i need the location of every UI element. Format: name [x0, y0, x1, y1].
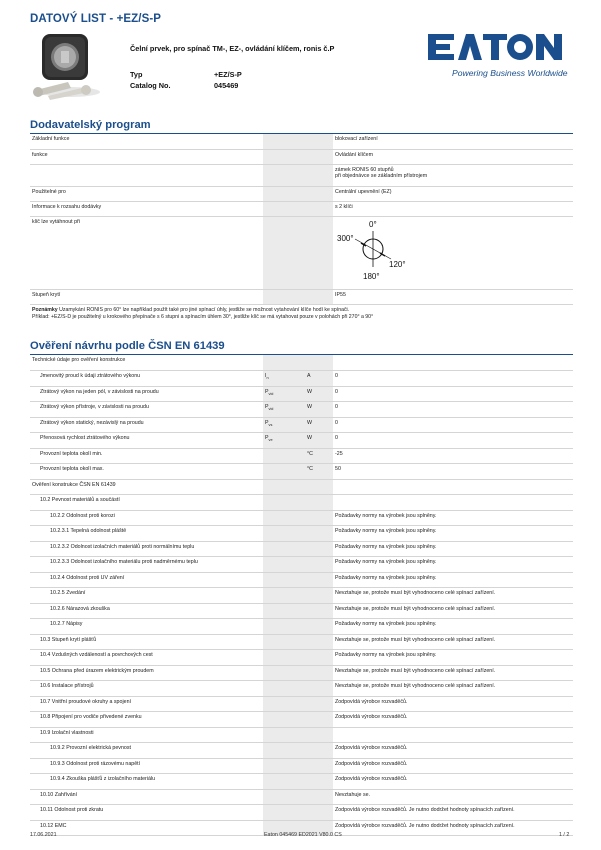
row-symbol [263, 510, 305, 526]
row-unit: °C [305, 448, 333, 464]
row-value: Požadavky normy na výrobek jsou splněny. [333, 572, 573, 588]
angle-label-left: 300° [337, 233, 354, 243]
row-label: Ztrátový výkon statický, nezávislý na proudu [30, 417, 263, 433]
row-label: 10.3 Stupeň krytí plášťů [30, 634, 263, 650]
row-label: funkce [30, 149, 263, 164]
row-label: Provozní teplota okolí min. [30, 448, 263, 464]
row-value: 0 [333, 371, 573, 387]
table-row [30, 727, 573, 743]
row-label: klíč lze vytáhnout při [30, 216, 263, 289]
row-label: Přenosová rychlost ztrátového výkonu [30, 433, 263, 449]
row-symbol [263, 588, 305, 604]
row-value [333, 164, 573, 186]
row-symbol [263, 712, 305, 728]
table-row [30, 448, 573, 464]
row-label: 10.2.2 Odolnost proti korozi [30, 510, 263, 526]
table-row [30, 572, 573, 588]
row-value: 0 [333, 433, 573, 449]
table-row [30, 541, 573, 557]
row-symbol [263, 355, 305, 371]
row-symbol [263, 371, 305, 387]
row-value: IP55 [333, 289, 573, 304]
table-row [30, 355, 573, 371]
table-row [30, 371, 573, 387]
row-symbol [263, 727, 305, 743]
table-row [30, 665, 573, 681]
table-row [30, 743, 573, 759]
notes-block [30, 305, 573, 324]
row-unit [305, 712, 333, 728]
row-label: Informace k rozsahu dodávky [30, 201, 263, 216]
table-row [30, 164, 573, 186]
row-value: 0 [333, 417, 573, 433]
row-unit [305, 572, 333, 588]
row-value: Nevztahuje se, protože musí být vyhodnoceno celé spínací zařízení. [333, 588, 573, 604]
row-label: Použitelné pro [30, 186, 263, 201]
table-row [30, 526, 573, 542]
row-value: Centrální upevnění (EZ) [333, 186, 573, 201]
verification-section [30, 340, 573, 836]
row-value: -25 [333, 448, 573, 464]
table-row [30, 402, 573, 418]
value-line: při objednávce se základním přístrojem [335, 173, 428, 180]
row-value: Zodpovídá výrobce rozvaděčů. [333, 696, 573, 712]
row-symbol [263, 634, 305, 650]
table-row [30, 588, 573, 604]
table-row [30, 510, 573, 526]
row-unit [305, 588, 333, 604]
row-symbol [263, 495, 305, 511]
row-unit: °C [305, 464, 333, 480]
row-unit [305, 479, 333, 495]
table-row [30, 479, 573, 495]
row-symbol [263, 417, 305, 433]
symbol-subscript: ve [268, 438, 273, 443]
row-label [30, 164, 263, 186]
row-value: 0 [333, 402, 573, 418]
table-row [30, 650, 573, 666]
table-row [30, 464, 573, 480]
symbol: P [265, 388, 269, 395]
row-symbol [263, 464, 305, 480]
row-value: Požadavky normy na výrobek jsou splněny. [333, 526, 573, 542]
row-label: 10.9.4 Zkouška plášťů z izolačního materiálu [30, 774, 263, 790]
row-value: 50 [333, 464, 573, 480]
tagline: Powering Business Worldwide [452, 68, 568, 78]
row-value: Zodpovídá výrobce rozvaděčů. [333, 774, 573, 790]
angle-label-top: 0° [369, 219, 377, 229]
row-value: Požadavky normy na výrobek jsou splněny. [333, 541, 573, 557]
row-unit [305, 743, 333, 759]
row-symbol [263, 743, 305, 759]
row-label: 10.2.3.3 Odolnost izolačního materiálu proti nadměrnému teplu [30, 557, 263, 573]
row-label: 10.4 Vzdušných vzdáleností a povrchových cest [30, 650, 263, 666]
row-value: Nevztahuje se, protože musí být vyhodnoceno celé spínací zařízení. [333, 603, 573, 619]
supplier-section-title: Dodavatelský program [30, 119, 573, 134]
row-value: Nevztahuje se, protože musí být vyhodnoceno celé spínací zařízení. [333, 665, 573, 681]
row-value: Zodpovídá výrobce rozvaděčů. Je nutno dodržet hodnoty spínacích zařízení. [333, 820, 573, 836]
row-value: 0 [333, 386, 573, 402]
product-description: Čelní prvek, pro spínač TM-, EZ-, ovládání klíčem, ronis č.P [130, 44, 335, 53]
row-value: Nevztahuje se, protože musí být vyhodnoceno celé spínací zařízení. [333, 681, 573, 697]
row-unit [305, 541, 333, 557]
row-symbol [263, 433, 305, 449]
row-symbol [263, 603, 305, 619]
row-value: Požadavky normy na výrobek jsou splněny. [333, 619, 573, 635]
row-value: Požadavky normy na výrobek jsou splněny. [333, 557, 573, 573]
row-label: Ověření konstrukce ČSN EN 61439 [30, 479, 263, 495]
symbol: P [265, 404, 269, 410]
row-label: 10.7 Vnitřní proudové okruhy a spojení [30, 696, 263, 712]
table-row [30, 774, 573, 790]
row-value: s 2 klíči [333, 201, 573, 216]
table-row [30, 603, 573, 619]
page-title: DATOVÝ LIST - +EZ/S-P [30, 13, 162, 25]
footer-page: 1 / 2 [559, 832, 570, 838]
row-value: Zodpovídá výrobce rozvaděčů. [333, 758, 573, 774]
verification-section-title: Ověření návrhu podle ČSN EN 61439 [30, 340, 573, 355]
symbol-subscript: vid [268, 407, 274, 412]
row-unit: A [305, 371, 333, 387]
symbol-subscript: n [266, 376, 269, 381]
table-row [30, 186, 573, 201]
row-unit [305, 634, 333, 650]
table-row [30, 134, 573, 149]
type-row [130, 70, 242, 79]
table-row [30, 417, 573, 433]
table-row [30, 619, 573, 635]
row-value: Požadavky normy na výrobek jsou splněny. [333, 650, 573, 666]
row-label: 10.8 Připojení pro vodiče přivedené zvenku [30, 712, 263, 728]
row-label: 10.6 Instalace přístrojů [30, 681, 263, 697]
row-label: Základní funkce [30, 134, 263, 149]
table-row [30, 758, 573, 774]
row-symbol [263, 789, 305, 805]
row-symbol [263, 557, 305, 573]
row-value [333, 727, 573, 743]
row-label: Provozní teplota okolí max. [30, 464, 263, 480]
row-label: 10.2.4 Odolnost proti UV záření [30, 572, 263, 588]
row-unit: W [305, 386, 333, 402]
symbol: P [265, 435, 269, 441]
table-row [30, 557, 573, 573]
row-symbol [263, 650, 305, 666]
note-label: Poznámky [32, 306, 58, 313]
row-unit [305, 727, 333, 743]
row-value: Zodpovídá výrobce rozvaděčů. [333, 712, 573, 728]
row-unit: W [305, 402, 333, 418]
row-label: 10.2.6 Nárazová zkouška [30, 603, 263, 619]
row-symbol [263, 758, 305, 774]
row-label: Stupeň krytí [30, 289, 263, 304]
row-unit [305, 681, 333, 697]
row-unit [305, 774, 333, 790]
symbol-subscript: vid [268, 391, 274, 396]
note-text: Uzamykání RONIS pro 60° lze například použít také pro jiné spínací úhly, jestliže se možnost vytahování klíče hodí ke spínači. [59, 306, 350, 313]
table-row [30, 495, 573, 511]
angle-label-bottom: 180° [363, 271, 380, 281]
row-value: Nevztahuje se, protože musí být vyhodnoceno celé spínací zařízení. [333, 634, 573, 650]
row-label: 10.9.3 Odolnost proti rázovému napětí [30, 758, 263, 774]
verification-table [30, 355, 573, 836]
table-row [30, 805, 573, 821]
row-symbol [263, 479, 305, 495]
row-unit [305, 696, 333, 712]
row-unit: W [305, 417, 333, 433]
row-label: 10.2.3.1 Tepelná odolnost pláště [30, 526, 263, 542]
row-value: blokovací zařízení [333, 134, 573, 149]
table-row [30, 289, 573, 304]
type-label: Typ [130, 70, 143, 79]
row-unit [305, 557, 333, 573]
table-row [30, 386, 573, 402]
row-label: 10.2.5 Zvedání [30, 588, 263, 604]
row-value: Zodpovídá výrobce rozvaděčů. Je nutno dodržet hodnoty spínacích zařízení. [333, 805, 573, 821]
row-unit [305, 789, 333, 805]
row-unit [305, 355, 333, 371]
row-label: 10.12 EMC [30, 820, 263, 836]
row-unit [305, 495, 333, 511]
row-symbol [263, 619, 305, 635]
note-example: Příklad: +EZ/S-D je použitelný u krokového přepínače s 6 stupni a spínacím úhlem 30°, jestliže klíč se má vytahovat pouze v polohách při 270° a 90° [32, 314, 374, 321]
row-value: Ovládání klíčem [333, 149, 573, 164]
row-symbol [263, 448, 305, 464]
row-symbol [263, 665, 305, 681]
row-unit: W [305, 433, 333, 449]
value-line: zámek RONIS 60 stupňů [335, 166, 394, 173]
footer-date: 17.06.2021 [30, 832, 57, 838]
row-unit [305, 650, 333, 666]
row-symbol [263, 696, 305, 712]
supplier-table [30, 134, 573, 305]
row-unit [305, 665, 333, 681]
row-label: 10.9.2 Provozní elektrická pevnost [30, 743, 263, 759]
row-value [333, 495, 573, 511]
catalog-row [130, 81, 238, 90]
row-value [333, 355, 573, 371]
key-position-diagram [335, 219, 415, 283]
row-symbol [263, 402, 305, 418]
row-unit [305, 510, 333, 526]
row-symbol [263, 805, 305, 821]
table-row [30, 789, 573, 805]
row-label: Technické údaje pro ověření konstrukce [30, 355, 263, 371]
row-symbol [263, 774, 305, 790]
row-unit [305, 805, 333, 821]
row-value: Zodpovídá výrobce rozvaděčů. [333, 743, 573, 759]
row-label: Jmenovitý proud k údaji ztrátového výkonu [30, 371, 263, 387]
row-unit [305, 619, 333, 635]
row-label: 10.2 Pevnost materiálů a součástí [30, 495, 263, 511]
row-label: 10.2.3.2 Odolnost izolačních materiálů proti normálnímu teplu [30, 541, 263, 557]
row-label: Ztrátový výkon přístroje, v závislosti na proudu [30, 402, 263, 418]
row-label: 10.10 Zahřívání [30, 789, 263, 805]
table-row [30, 201, 573, 216]
symbol-subscript: vs [268, 422, 273, 427]
row-unit [305, 758, 333, 774]
row-label: 10.5 Ochrana před úrazem elektrickým proudem [30, 665, 263, 681]
row-symbol [263, 541, 305, 557]
row-value [333, 216, 573, 289]
footer-doc: Eaton 045469 ED2021 V80.0 CS [264, 832, 342, 838]
row-label: 10.11 Odolnost proti zkratu [30, 805, 263, 821]
row-symbol [263, 526, 305, 542]
table-row [30, 696, 573, 712]
row-label: 10.9 Izolační vlastnosti [30, 727, 263, 743]
symbol: I [265, 373, 267, 379]
row-value [333, 479, 573, 495]
table-row [30, 634, 573, 650]
row-unit [305, 603, 333, 619]
symbol: P [265, 419, 269, 426]
row-symbol [263, 572, 305, 588]
row-value: Požadavky normy na výrobek jsou splněny. [333, 510, 573, 526]
catalog-label: Catalog No. [130, 81, 171, 90]
row-label: Ztrátový výkon na jeden pól, v závislosti na proudu [30, 386, 263, 402]
catalog-value: 045469 [214, 81, 239, 90]
row-value: Nevztahuje se. [333, 789, 573, 805]
product-image [30, 30, 112, 100]
table-row [30, 681, 573, 697]
table-row [30, 216, 573, 289]
row-unit [305, 526, 333, 542]
type-value: +EZ/S-P [214, 70, 242, 79]
table-row [30, 149, 573, 164]
table-row [30, 712, 573, 728]
supplier-section [30, 119, 573, 324]
table-row [30, 433, 573, 449]
angle-label-right: 120° [389, 259, 406, 269]
row-label: 10.2.7 Nápisy [30, 619, 263, 635]
row-symbol [263, 386, 305, 402]
row-symbol [263, 681, 305, 697]
